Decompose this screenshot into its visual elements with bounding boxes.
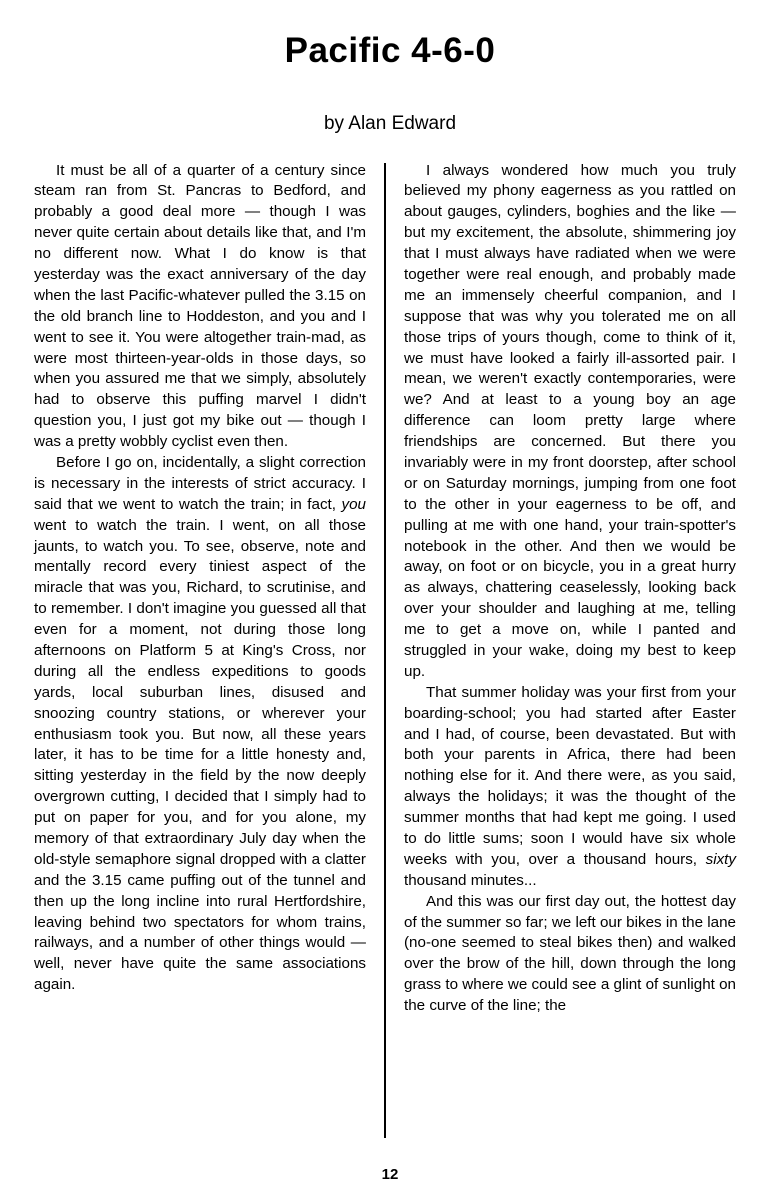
paragraph: It must be all of a quarter of a century since steam ran from St. Pancras to Bedford, and probably a good deal more — though I was never quite certain about details like that, and I'm no different now. What I do know is that yesterday was the exact anniversary of the day when the last Pacific-whatever pulled the 3.15 on the old branch line to Hoddeston, and you and I went to see it. You were altogether train-mad, as were most thirteen-year-olds in those days, so when you assured me that we simply, absolutely had to observe this puffing marvel I didn't question you, I just got my bike out — though I was a pretty wobbly cyclist even then. [34,161,366,451]
emphasis: sixty [705,850,736,868]
page-number: 12 [381,1166,399,1183]
left-column [34,161,384,1138]
paragraph: And this was our first day out, the hottest day of the summer so far; we left our bikes in the lane (no-one seemed to steal bikes then) and walked over the brow of the hill, down through the long grass to where we could see a glint of sunlight on the curve of the line; the [404,892,736,1015]
body-columns [34,161,746,1138]
paragraph: That summer holiday was your first from your boarding-school; you had started after Easter and I had, of course, been devastated. But with both your parents in Africa, there had been nothing else for it. And there were, as you said, always the holidays; it was the thought of the summer months that had kept me going. I used to do little sums; soon I would have six whole weeks with you, over a thousand hours, sixty thousand minutes... [404,683,736,889]
paragraph: I always wondered how much you truly believed my phony eagerness as you rattled on about gauges, cylinders, boghies and the like — but my excitement, the absolute, shimmering joy that I must always have radiated when we were together were real enough, and probably made me an immensely cheerful companion, and I suppose that was why you tolerated me on all those trips of yours though, come to think of it, we must have looked a fairly ill-assorted pair. I mean, we weren't exactly contemporaries, were we? And at least to a young boy an age difference can loom pretty large where friendships are concerned. But there you invariably were in my front doorstep, after school or on Saturday mornings, jumping from one foot to the other in your eagerness to be off, and pulling at me with one hand, your train-spotter's notebook in the other. And then we would be away, on foot or on bicycle, you in a great hurry as always, chattering ceaselessly, looking back over your shoulder and laughing at me, telling me to get a move on, while I panted and struggled in your wake, doing my best to keep up. [404,161,736,680]
page-title: Pacific 4-6-0 [284,31,496,70]
paragraph: Before I go on, incidentally, a slight correction is necessary in the interests of strict accuracy. I said that we went to watch the train; in fact, you went to watch the train. I went, on all those jaunts, to watch you. To see, observe, note and mentally record every tiniest aspect of the miracle that was you, Richard, to scrutinise, and to remember. I don't imagine you guessed all that even for a moment, not during those long afternoons on Platform 5 at King's Cross, nor during all the endless expeditions to goods yards, local suburban lines, disused and snoozing country stations, or wherever your enthusiasm took you. But now, all these years later, it has to be time for a little honesty and, sitting yesterday in the field by the now deeply overgrown cutting, I decided that I simply had to put on paper for you, and for you alone, my memory of that extraordinary July day when the old-style semaphore signal dropped with a clatter and the 3.15 came puffing out of the tunnel and then up the long incline into rural Hertfordshire, leaving behind two spectators for whom trains, railways, and a number of other things would — well, never have quite the same associations again. [34,453,366,994]
byline: by Alan Edward [323,112,457,134]
right-column [386,161,736,1138]
emphasis: you [341,495,366,513]
